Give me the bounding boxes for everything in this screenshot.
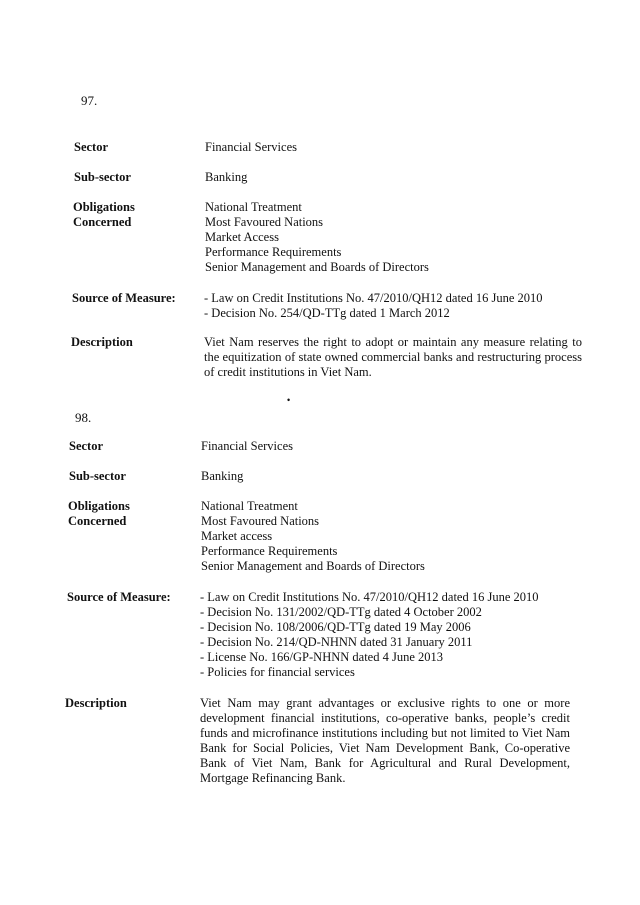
description-text: Viet Nam may grant advantages or exclusive rights to one or more development financial institutions, co-operative banks, people’s credit funds and microfinance institutions including but not limited to Viet Nam Bank for Social Policies, Viet Nam Development Bank, Co-operative Bank of Viet Nam, Bank for Agricultural and Rural Development, Mortgage Refinancing Bank. [200, 696, 570, 785]
sector-value: Financial Services [205, 140, 297, 154]
subsector-label: Sub-sector [74, 170, 131, 184]
obligation-item: Market access [201, 529, 273, 543]
source-label: Source of Measure: [67, 590, 171, 604]
description-label: Description [71, 335, 133, 349]
obligations-label-line: Concerned [68, 514, 127, 528]
obligation-item: Senior Management and Boards of Directors [205, 260, 429, 274]
description-label: Description [65, 696, 127, 710]
source-item: - License No. 166/GP-NHNN dated 4 June 2013 [200, 650, 444, 664]
source-item: - Policies for financial services [200, 665, 355, 679]
obligation-item: Performance Requirements [205, 245, 342, 259]
obligations-label-line: Concerned [73, 215, 132, 229]
obligations-label [68, 499, 130, 529]
obligations-label-line: Obligations [73, 200, 135, 214]
obligation-item: Most Favoured Nations [205, 215, 324, 229]
source-item: - Decision No. 131/2002/QD-TTg dated 4 October 2002 [200, 605, 482, 619]
description-text: Viet Nam reserves the right to adopt or maintain any measure relating to the equitization of state owned commercial banks and restructuring process of credit institutions in Viet Nam. [204, 335, 582, 379]
obligation-item: National Treatment [205, 200, 302, 214]
sector-label: Sector [74, 140, 109, 154]
sources-list [200, 590, 539, 680]
obligations-label-line: Obligations [68, 499, 130, 513]
obligation-item: Performance Requirements [201, 544, 338, 558]
obligations-label [73, 200, 135, 230]
source-item: - Decision No. 108/2006/QD-TTg dated 19 May 2006 [200, 620, 471, 634]
entry-number: 97. [81, 93, 98, 108]
source-item: - Decision No. 214/QD-NHNN dated 31 January 2011 [200, 635, 473, 649]
stray-mark: • [287, 395, 291, 405]
obligation-item: Market Access [205, 230, 279, 244]
obligation-item: National Treatment [201, 499, 298, 513]
sources-list [204, 291, 543, 321]
source-item: - Decision No. 254/QD-TTg dated 1 March 2012 [204, 306, 450, 320]
source-item: - Law on Credit Institutions No. 47/2010/QH12 dated 16 June 2010 [204, 291, 543, 305]
subsector-value: Banking [205, 170, 248, 184]
subsector-value: Banking [201, 469, 244, 483]
source-item: - Law on Credit Institutions No. 47/2010/QH12 dated 16 June 2010 [200, 590, 539, 604]
subsector-label: Sub-sector [69, 469, 126, 483]
obligation-item: Senior Management and Boards of Directors [201, 559, 425, 573]
source-label: Source of Measure: [72, 291, 176, 305]
entry-number: 98. [75, 410, 92, 425]
sector-label: Sector [69, 439, 104, 453]
obligation-item: Most Favoured Nations [201, 514, 320, 528]
obligations-list [205, 200, 429, 275]
obligations-list [201, 499, 425, 574]
sector-value: Financial Services [201, 439, 293, 453]
